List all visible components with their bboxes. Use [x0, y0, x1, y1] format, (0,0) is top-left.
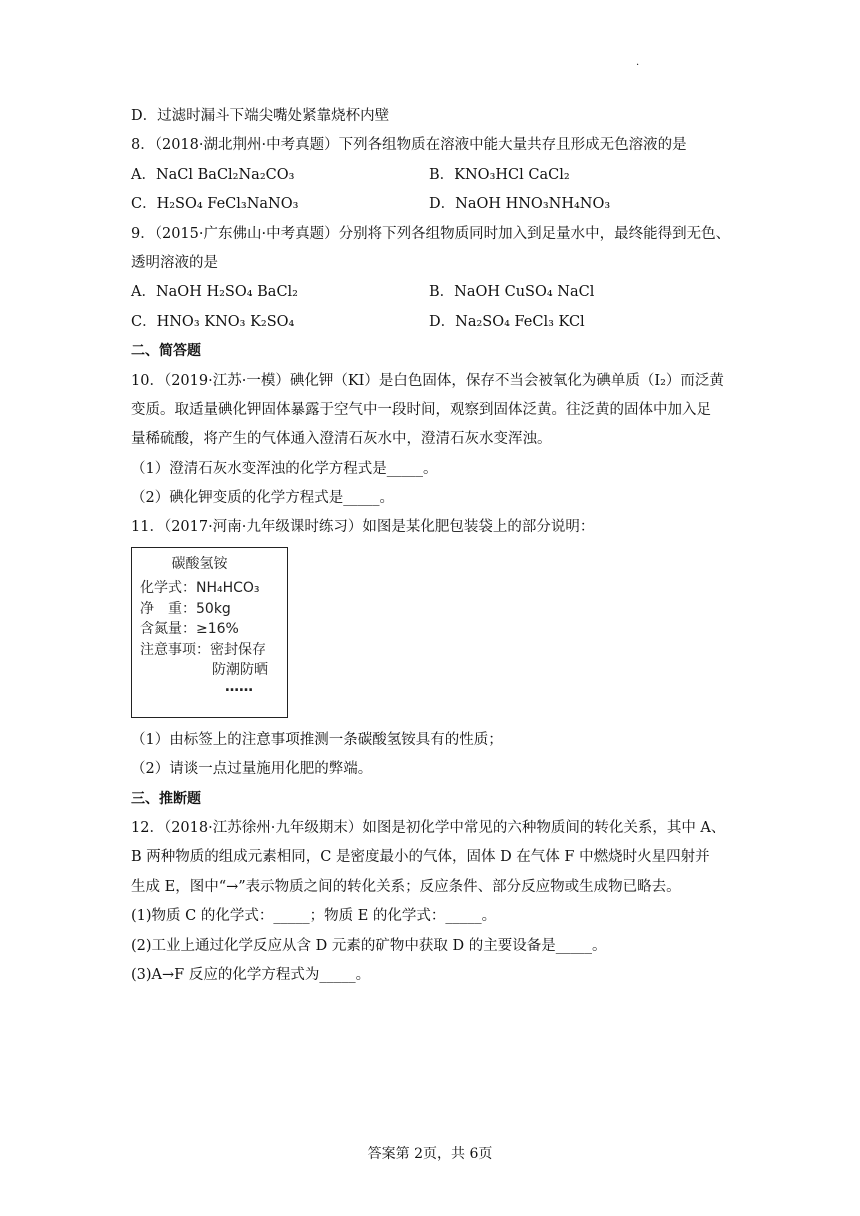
- page-content: [131, 102, 741, 990]
- q11-sub2: （2）请谈一点过量施用化肥的弊端。: [131, 761, 373, 778]
- page-footer: 答案第 2页，共 6页: [367, 1146, 493, 1162]
- q8-option-c: C．H₂SO₄ FeCl₃NaNO₃: [131, 196, 299, 213]
- q9-option-a: A．NaOH H₂SO₄ BaCl₂: [131, 284, 298, 301]
- q12-sub3: (3)A→F 反应的化学方程式为_____。: [131, 966, 371, 983]
- q8-option-d: D．NaOH HNO₃NH₄NO₃: [429, 196, 611, 213]
- label-nitrogen: 含氮量：≥16%: [140, 621, 239, 638]
- q9-option-d: D．Na₂SO₄ FeCl₃ KCl: [429, 313, 585, 330]
- q8-options-row2: [131, 190, 741, 219]
- label-ellipsis: ……: [225, 678, 253, 695]
- q10-line3: 量稀硫酸，将产生的气体通入澄清石灰水中，澄清石灰水变浑浊。: [131, 431, 552, 448]
- q9-option-b: B．NaOH CuSO₄ NaCl: [429, 284, 595, 301]
- q12-sub2: (2)工业上通过化学反应从含 D 元素的矿物中获取 D 的主要设备是_____。: [131, 937, 607, 954]
- header-dot: .: [636, 57, 640, 68]
- q11-stem: 11．（2017·河南·九年级课时练习）如图是某化肥包装袋上的部分说明：: [131, 519, 595, 536]
- section-heading-short-answer: 二、简答题: [131, 343, 201, 360]
- q10-sub1: （1）澄清石灰水变浑浊的化学方程式是_____。: [131, 460, 438, 477]
- q10-sub2: （2）碘化钾变质的化学方程式是_____。: [131, 490, 394, 507]
- label-notes: 注意事项：密封保存: [140, 641, 266, 658]
- q9-options-row1: [131, 278, 741, 307]
- q12-line1: 12．（2018·江苏徐州·九年级期末）如图是初化学中常见的六种物质间的转化关系，其中 A、: [131, 820, 726, 837]
- label-weight: 净 重：50kg: [140, 600, 231, 617]
- label-notes-2: 防潮防晒: [212, 662, 268, 679]
- q7-option-d: D．过滤时漏斗下端尖嘴处紧靠烧杯内壁: [131, 108, 390, 124]
- q8-options-row1: [131, 161, 741, 190]
- q10-line1: 10．（2019·江苏·一模）碘化钾（KI）是白色固体，保存不当会被氧化为碘单质（I₂）而泛黄: [131, 372, 724, 389]
- fertilizer-label-figure: [131, 547, 288, 718]
- q11-sub1: （1）由标签上的注意事项推测一条碳酸氢铵具有的性质；: [131, 731, 503, 748]
- label-title: 碳酸氢铵: [171, 555, 228, 572]
- q8-option-b: B．KNO₃HCl CaCl₂: [429, 166, 570, 183]
- q8-stem: 8．（2018·湖北荆州·中考真题）下列各组物质在溶液中能大量共存且形成无色溶液的是: [131, 137, 687, 154]
- q9-options-row2: [131, 308, 741, 337]
- q12-line3: 生成 E，图中“→”表示物质之间的转化关系；反应条件、部分反应物或生成物已略去。: [131, 878, 681, 895]
- q8-option-a: A．NaCl BaCl₂Na₂CO₃: [131, 166, 295, 183]
- q10-line2: 变质。取适量碘化钾固体暴露于空气中一段时间，观察到固体泛黄。往泛黄的固体中加入足: [131, 401, 711, 418]
- q9-stem-line1: 9．（2015·广东佛山·中考真题）分别将下列各组物质同时加入到足量水中，最终能得到无色、: [131, 225, 731, 242]
- q12-sub1: (1)物质 C 的化学式：_____；物质 E 的化学式：_____。: [131, 908, 497, 925]
- q9-stem-line2: 透明溶液的是: [131, 254, 218, 271]
- section-heading-inference: 三、推断题: [131, 790, 201, 807]
- q12-line2: B 两种物质的组成元素相同，C 是密度最小的气体，固体 D 在气体 F 中燃烧时火星四射并: [131, 849, 710, 866]
- label-formula: 化学式：NH₄HCO₃: [140, 580, 260, 597]
- q9-option-c: C．HNO₃ KNO₃ K₂SO₄: [131, 313, 295, 330]
